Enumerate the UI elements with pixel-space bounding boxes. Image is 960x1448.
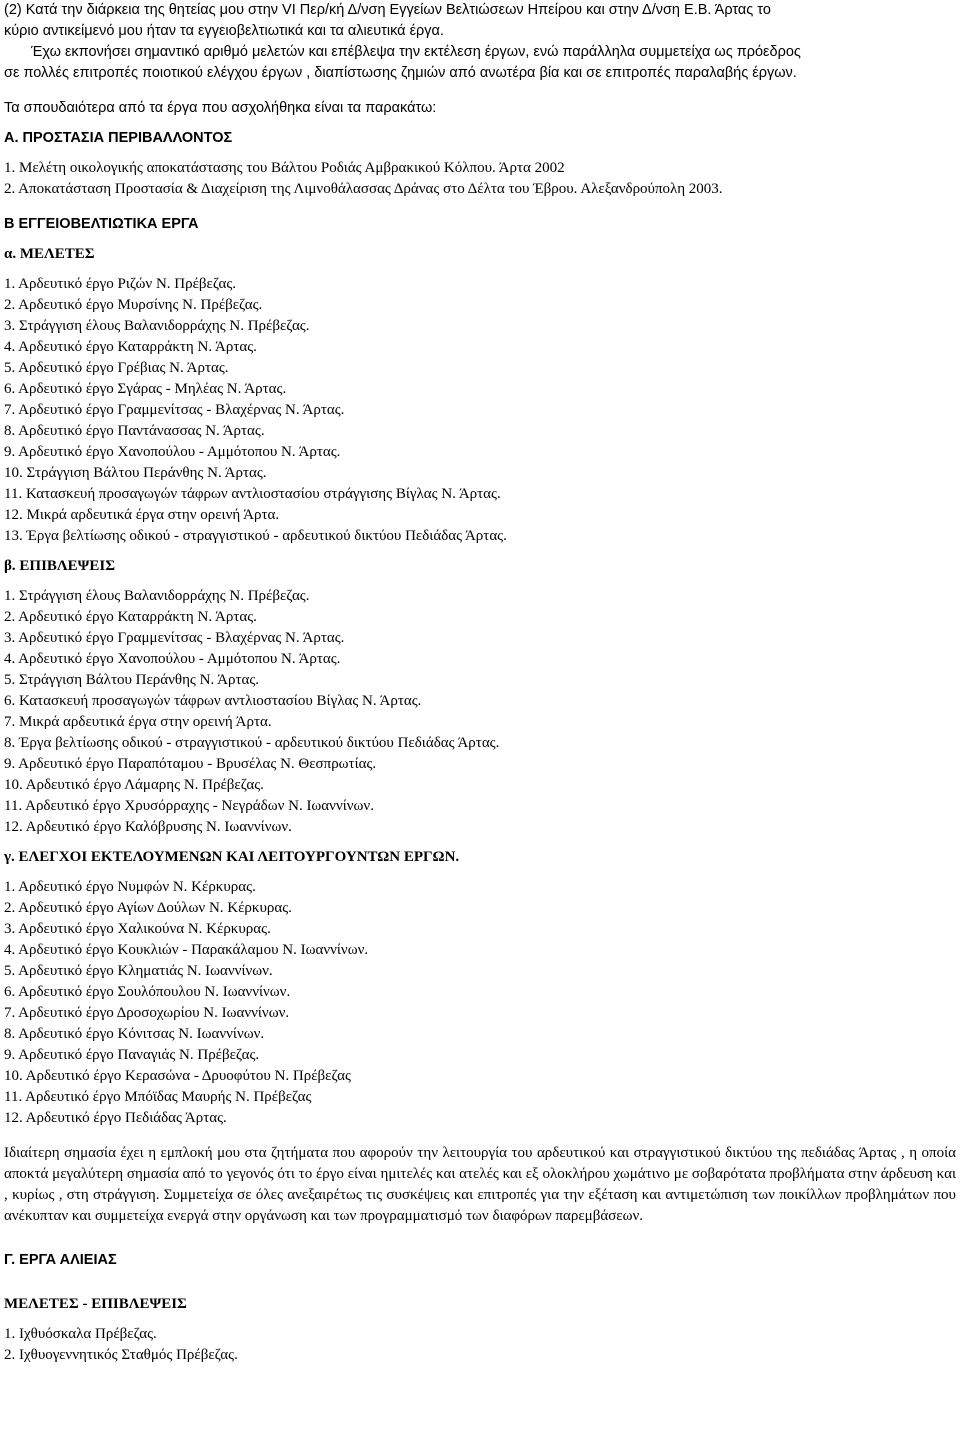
list-item: 11. Αρδευτικό έργο Μπόϊδας Μαυρής Ν. Πρέβεζας — [4, 1089, 312, 1105]
document-page — [4, 0, 956, 1366]
list-item: 1. Στράγγιση έλους Βαλανιδορράχης Ν. Πρέβεζας. — [4, 588, 310, 604]
intro-section — [4, 0, 956, 119]
list-item: 5. Αρδευτικό έργο Γρέβιας Ν. Άρτας. — [4, 360, 229, 376]
list-item: 13. Έργα βελτίωσης οδικού - στραγγιστικού - αρδευτικού δικτύου Πεδιάδας Άρτας. — [4, 528, 507, 544]
list-item: 2. Ιχθυογεννητικός Σταθμός Πρέβεζας. — [4, 1347, 238, 1363]
list-item: 6. Κατασκευή προσαγωγών τάφρων αντλιοστασίου Βίγλας Ν. Άρτας. — [4, 693, 422, 709]
list-item: 1. Αρδευτικό έργο Ριζών Ν. Πρέβεζας. — [4, 276, 237, 292]
list-item: 4. Αρδευτικό έργο Χανοπούλου - Αμμότοπου Ν. Άρτας. — [4, 651, 341, 667]
list-item: 1. Μελέτη οικολογικής αποκατάστασης του Βάλτου Ροδιάς Αμβρακικού Κόλπου. Άρτα 2002 — [4, 160, 565, 176]
list-item: 6. Αρδευτικό έργο Σουλόπουλου Ν. Ιωαννίνων. — [4, 984, 291, 1000]
intro-line: σε πολλές επιτροπές ποιοτικού ελέγχου έργων , διαπίστωσης ζημιών από ανωτέρα βία και σε επιτροπές παραλαβής έργων. — [4, 65, 797, 81]
list-item: 3. Στράγγιση έλους Βαλανιδορράχης Ν. Πρέβεζας. — [4, 318, 310, 334]
list-item: 8. Έργα βελτίωσης οδικού - στραγγιστικού - αρδευτικού δικτύου Πεδιάδας Άρτας. — [4, 735, 500, 751]
subsection-heading: γ. ΕΛΕΓΧΟΙ ΕΚΤΕΛΟΥΜΕΝΩΝ ΚΑΙ ΛΕΙΤΟΥΡΓΟΥΝΤΩΝ ΕΡΓΩΝ. — [4, 849, 460, 865]
section-heading: Β ΕΓΓΕΙΟΒΕΛΤΙΩΤΙΚΑ ΕΡΓΑ — [4, 216, 199, 232]
list-item: 1. Ιχθυόσκαλα Πρέβεζας. — [4, 1326, 157, 1342]
subsection-heading: ΜΕΛΕΤΕΣ - ΕΠΙΒΛΕΨΕΙΣ — [4, 1296, 187, 1312]
list-item: 7. Αρδευτικό έργο Δροσοχωρίου Ν. Ιωαννίνων. — [4, 1005, 290, 1021]
list-item: 8. Αρδευτικό έργο Παντάνασσας Ν. Άρτας. — [4, 423, 265, 439]
list-item: 11. Κατασκευή προσαγωγών τάφρων αντλιοστασίου στράγγισης Βίγλας Ν. Άρτας. — [4, 486, 501, 502]
list-item: 2. Αρδευτικό έργο Καταρράκτη Ν. Άρτας. — [4, 609, 257, 625]
list-item: 4. Αρδευτικό έργο Καταρράκτη Ν. Άρτας. — [4, 339, 257, 355]
section-g — [4, 1250, 956, 1366]
section-heading: Γ. ΕΡΓΑ ΑΛΙΕΙΑΣ — [4, 1252, 117, 1268]
list-item: 12. Αρδευτικό έργο Καλόβρυσης Ν. Ιωαννίνων. — [4, 819, 292, 835]
list-item: 12. Αρδευτικό έργο Πεδιάδας Άρτας. — [4, 1110, 227, 1126]
list-item: 12. Μικρά αρδευτικά έργα στην ορεινή Άρτα. — [4, 507, 280, 523]
list-item: 2. Αποκατάσταση Προστασία & Διαχείριση της Λιμνοθάλασσας Δράνας στο Δέλτα του Έβρου. Αλεξανδρούπολη 2003. — [4, 181, 723, 197]
subsection-heading: α. ΜΕΛΕΤΕΣ — [4, 246, 95, 262]
list-item: 5. Αρδευτικό έργο Κληματιάς Ν. Ιωαννίνων. — [4, 963, 273, 979]
list-item: 10. Αρδευτικό έργο Λάμαρης Ν. Πρέβεζας. — [4, 777, 264, 793]
list-item: 10. Στράγγιση Βάλτου Περάνθης Ν. Άρτας. — [4, 465, 267, 481]
list-item: 1. Αρδευτικό έργο Νυμφών Ν. Κέρκυρας. — [4, 879, 256, 895]
intro-line: κύριο αντικείμενό μου ήταν τα εγγειοβελτιωτικά και τα αλιευτικά έργα. — [4, 23, 444, 39]
section-heading: Α. ΠΡΟΣΤΑΣΙΑ ΠΕΡΙΒΑΛΛΟΝΤΟΣ — [4, 130, 233, 146]
intro-line: Έχω εκπονήσει σημαντικό αριθμό μελετών και επέβλεψα την εκτέλεση έργων, ενώ παράλληλα συμμετείχα ως πρόεδρος — [31, 44, 801, 60]
inspections-list — [4, 877, 956, 1129]
list-item: 8. Αρδευτικό έργο Κόνιτσας Ν. Ιωαννίνων. — [4, 1026, 265, 1042]
intro-line: (2) Κατά την διάρκεια της θητείας μου στην VI Περ/κή Δ/νση Εγγείων Βελτιώσεων Ηπείρου και στην Δ/νση Ε.Β. Άρτας το — [4, 2, 771, 18]
supervisions-list — [4, 586, 956, 838]
fisheries-list — [4, 1324, 956, 1366]
list-item: 11. Αρδευτικό έργο Χρυσόρραχης - Νεγράδων Ν. Ιωαννίνων. — [4, 798, 374, 814]
list-item: 4. Αρδευτικό έργο Κουκλιών - Παρακάλαμου Ν. Ιωαννίνων. — [4, 942, 369, 958]
list-item: 7. Αρδευτικό έργο Γραμμενίτσας - Βλαχέρνας Ν. Άρτας. — [4, 402, 345, 418]
list-item: 3. Αρδευτικό έργο Γραμμενίτσας - Βλαχέρνας Ν. Άρτας. — [4, 630, 345, 646]
list-item: 9. Αρδευτικό έργο Παραπόταμου - Βρυσέλας Ν. Θεσπρωτίας. — [4, 756, 377, 772]
list-item: 9. Αρδευτικό έργο Χανοπούλου - Αμμότοπου Ν. Άρτας. — [4, 444, 341, 460]
section-b — [4, 214, 956, 1227]
studies-list — [4, 274, 956, 547]
intro-line: Τα σπουδαιότερα από τα έργα που ασχολήθηκα είναι τα παρακάτω: — [4, 100, 437, 116]
list-item: 5. Στράγγιση Βάλτου Περάνθης Ν. Άρτας. — [4, 672, 260, 688]
list-item: 6. Αρδευτικό έργο Σγάρας - Μηλέας Ν. Άρτας. — [4, 381, 287, 397]
list-item: 2. Αρδευτικό έργο Αγίων Δούλων Ν. Κέρκυρας. — [4, 900, 292, 916]
list-item: 2. Αρδευτικό έργο Μυρσίνης Ν. Πρέβεζας. — [4, 297, 263, 313]
list-item: 3. Αρδευτικό έργο Χαλικούνα Ν. Κέρκυρας. — [4, 921, 271, 937]
list-item: 9. Αρδευτικό έργο Παναγιάς Ν. Πρέβεζας. — [4, 1047, 260, 1063]
subsection-heading: β. ΕΠΙΒΛΕΨΕΙΣ — [4, 558, 116, 574]
section-a-list — [4, 158, 956, 200]
body-paragraph: Ιδιαίτερη σημασία έχει η εμπλοκή μου στα ζητήματα που αφορούν την λειτουργία του αρδευτικού και στραγγιστικού δικτύου της πεδιάδας Άρτας , η οποία αποκτά μεγαλύτερη σημασία από το γεγονός ότι το έργο είναι ημιτελές και ατελές και εξ ολοκλήρου χωμάτινο με σοβαρότατα προβλήματα στην άρδευση και , κυρίως , στη στράγγιση. Συμμετείχα σε όλες ανεξαιρέτως τις συσκέψεις και επιτροπές για την εξέταση και αντιμετώπιση των ποικίλλων προβλημάτων που ανέκυπταν και συμμετείχα ενεργά στην οργάνωση και των προγραμματισμό των διαφόρων παρεμβάσεων. — [4, 1145, 956, 1224]
list-item: 10. Αρδευτικό έργο Κερασώνα - Δρυοφύτου Ν. Πρέβεζας — [4, 1068, 351, 1084]
section-a — [4, 128, 956, 200]
list-item: 7. Μικρά αρδευτικά έργα στην ορεινή Άρτα. — [4, 714, 272, 730]
